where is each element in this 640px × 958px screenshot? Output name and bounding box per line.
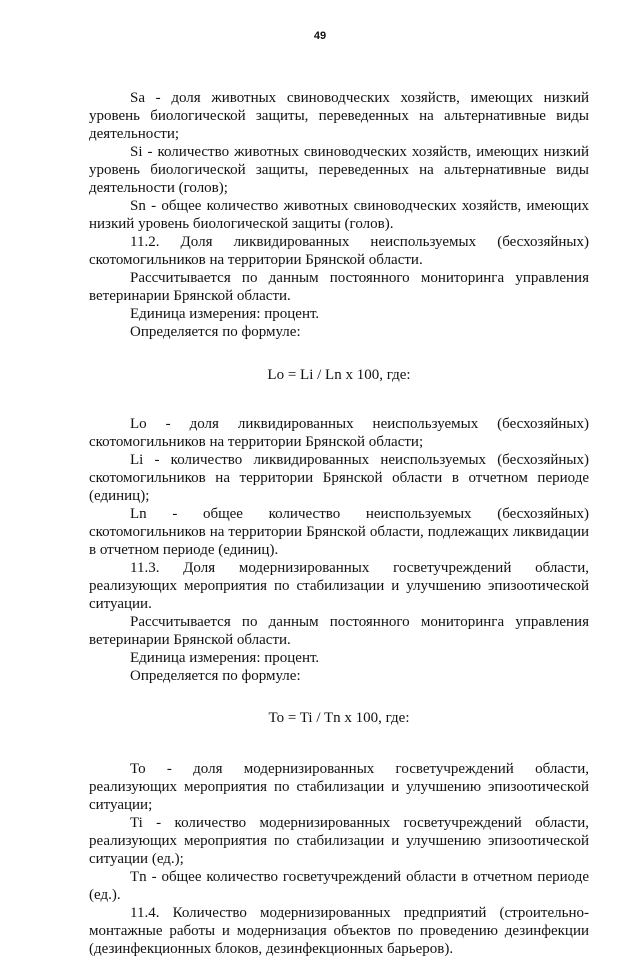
section-11-3-heading: 11.3. Доля модернизированных госветучреждений области, реализующих мероприятия по стабилизации и улучшению эпизоотической ситуации. bbox=[89, 560, 589, 612]
formula-intro: Определяется по формуле: bbox=[130, 324, 301, 340]
calculation-source: Рассчитывается по данным постоянного мониторинга управления ветеринарии Брянской области. bbox=[89, 614, 589, 648]
unit-of-measure: Единица измерения: процент. bbox=[130, 306, 320, 322]
calculation-source: Рассчитывается по данным постоянного мониторинга управления ветеринарии Брянской области. bbox=[89, 270, 589, 304]
definition-sn: Sn - общее количество животных свиноводческих хозяйств, имеющих низкий уровень биологической защиты (голов). bbox=[89, 198, 589, 232]
definition-li: Li - количество ликвидированных неиспользуемых (бесхозяйных) скотомогильников на территории Брянской области в отчетном периоде (единиц); bbox=[89, 452, 589, 504]
section-11-2-heading: 11.2. Доля ликвидированных неиспользуемых (бесхозяйных) скотомогильников на территории Брянской области. bbox=[89, 234, 589, 268]
formula-intro: Определяется по формуле: bbox=[130, 668, 301, 684]
page-number: 49 bbox=[313, 30, 327, 42]
formula-lo: Lo = Li / Ln x 100, где: bbox=[267, 367, 411, 383]
definition-tn: Tn - общее количество госветучреждений области в отчетном периоде (ед.). bbox=[89, 869, 589, 903]
section-11-4-heading: 11.4. Количество модернизированных предприятий (строительно-монтажные работы и модернизация объектов по проведению дезинфекции (дезинфекционных блоков, дезинфекционных барьеров). bbox=[89, 905, 589, 957]
definition-sa: Sa - доля животных свиноводческих хозяйств, имеющих низкий уровень биологической защиты, переведенных на альтернативные виды деятельности; bbox=[89, 90, 589, 142]
definition-si: Si - количество животных свиноводческих хозяйств, имеющих низкий уровень биологической защиты, переведенных на альтернативные виды деятельности (голов); bbox=[89, 144, 589, 196]
definition-ti: Ti - количество модернизированных госветучреждений области, реализующих мероприятия по стабилизации и улучшению эпизоотической ситуации (ед.); bbox=[89, 815, 589, 867]
definition-to: To - доля модернизированных госветучреждений области, реализующих мероприятия по стабилизации и улучшению эпизоотической ситуации; bbox=[89, 761, 589, 813]
unit-of-measure: Единица измерения: процент. bbox=[130, 650, 320, 666]
definition-lo: Lo - доля ликвидированных неиспользуемых (бесхозяйных) скотомогильников на территории Брянской области; bbox=[89, 416, 589, 450]
document-body bbox=[89, 89, 589, 958]
formula-to: To = Ti / Tn x 100, где: bbox=[268, 710, 410, 726]
definition-ln: Ln - общее количество неиспользуемых (бесхозяйных) скотомогильников на территории Брянской области, подлежащих ликвидации в отчетном периоде (единиц). bbox=[89, 506, 589, 558]
